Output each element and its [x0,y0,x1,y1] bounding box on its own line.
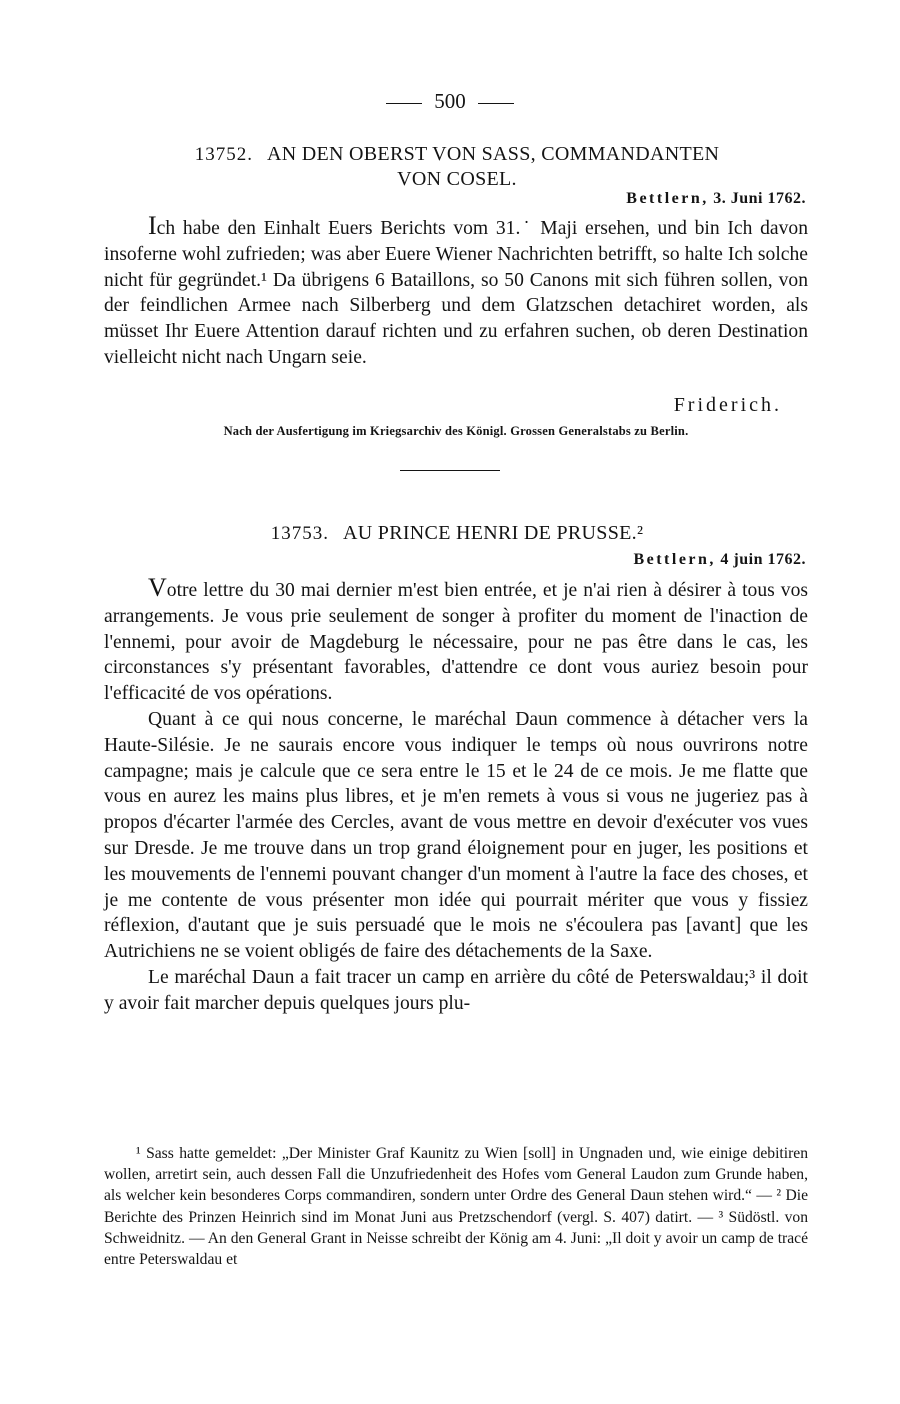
letter2-paragraph-1 [104,573,808,707]
header-dash-right [478,103,514,104]
letter1-body [104,211,808,371]
letter2-heading-text: AU PRINCE HENRI DE PRUSSE.² [343,522,644,544]
page-header [0,88,900,114]
footnotes [104,1143,808,1270]
letter2-initial: V [148,573,167,602]
letter1-heading-line2: VON COSEL. [397,168,517,190]
letter1-heading-line1: AN DEN OBERST VON SASS, COMMANDANTEN [266,143,720,165]
letter1-place: Bettlern, [626,190,709,207]
letter1-signature: Friderich. [673,394,782,416]
letter2-number: 13753. [270,523,329,544]
letter2-dateline [633,551,806,569]
letter1-paragraph [104,211,808,371]
letter2-body [104,573,808,1017]
letter1-text: ch habe den Einhalt Euers Berichts vom 31.˙ Maji ersehen, und bin Ich davon insoferne wohl zufrieden; was aber Euere Wiener Nachrichten betrifft, so halte Ich solche nicht für gegründet.¹ Da übrigens 6 Bataillons, so 50 Canons mit sich führen sollen, von der feindlichen Armee nach Silberberg und dem Glatzschen detachiret worden, als müsset Ihr Euere Attention darauf richten und zu erfahren suchen, ob deren Destination vielleicht nicht nach Ungarn seie. [104,218,808,368]
letter1-heading [104,142,810,192]
letter1-dateline [626,190,806,208]
footnote-text: ¹ Sass hatte gemeldet: „Der Minister Graf Kaunitz zu Wien [soll] in Ungnaden und, wie einige debitiren wollen, arretirt sein, auch dessen Fall die Unzufriedenheit des Hofes vom General Laudon zum Grunde haben, als welcher kein besonderes Corps commandiren, sondern unter Ordre des General Daun stehen wird.“ — ² Die Berichte des Prinzen Heinrich sind im Monat Juni aus Pretzschendorf (vergl. S. 407) datirt. — ³ Südöstl. von Schweidnitz. — An den General Grant in Neisse schreibt der König am 4. Juni: „Il doit y avoir un camp de tracé entre Peterswaldau et [104,1145,808,1269]
letter2-place: Bettlern, [633,551,716,568]
page-number: 500 [434,89,466,113]
header-dash-left [386,103,422,104]
letter1-initial: I [148,211,157,240]
letter1-date: 3. Juni 1762. [713,190,806,207]
letter2-paragraph-2: Quant à ce qui nous concerne, le maréchal Daun commence à détacher vers la Haute-Silésie. Je ne saurais encore vous indiquer le temps où nous ouvrirons notre campagne; mais je calcule que ce sera entre le 15 et le 24 de ce mois. Je me flatte que vous en aurez les mains plus libres, et je m'en remets à vous si vous ne jugeriez pas à propos d'écarter l'armée des Cercles, avant de vous mettre en devoir d'exécuter vos vues sur Dresde. Je me trouve dans un trop grand éloignement pour en juger, les positions et les mouvements de l'ennemi pouvant changer d'un moment à l'autre la face des choses, et je me contente de vous présenter mon idée qui pourrait mériter que vous y fissiez réflexion, d'autant que je suis persuadé que le mois ne s'écoulera pas [avant] que les Autrichiens ne se voient obligés de faire des détachements de la Saxe. [104,708,808,963]
section-divider [400,470,500,471]
letter2-paragraph-3: Le maréchal Daun a fait tracer un camp en arrière du côté de Peterswaldau;³ il doit y avoir fait marcher depuis quelques jours plu- [104,966,808,1014]
letter2-date: 4 juin 1762. [720,551,806,568]
letter2-para1-text: otre lettre du 30 mai dernier m'est bien entrée, et je n'ai rien à désirer à tous vos arrangements. Je vous prie seulement de songer à profiter du moment de l'inaction de l'ennemi, pour avoir de Magdeburg le nécessaire, pour ne pas être dans le cas, les circonstances s'y présentant favorables, d'attendre ce dont vous auriez besoin pour l'efficacité de vos opérations. [104,580,808,705]
letter1-source-note: Nach der Ausfertigung im Kriegsarchiv des Königl. Grossen Generalstabs zu Berlin. [223,424,689,438]
letter1-number: 13752. [194,144,253,165]
letter2-heading [104,521,810,546]
